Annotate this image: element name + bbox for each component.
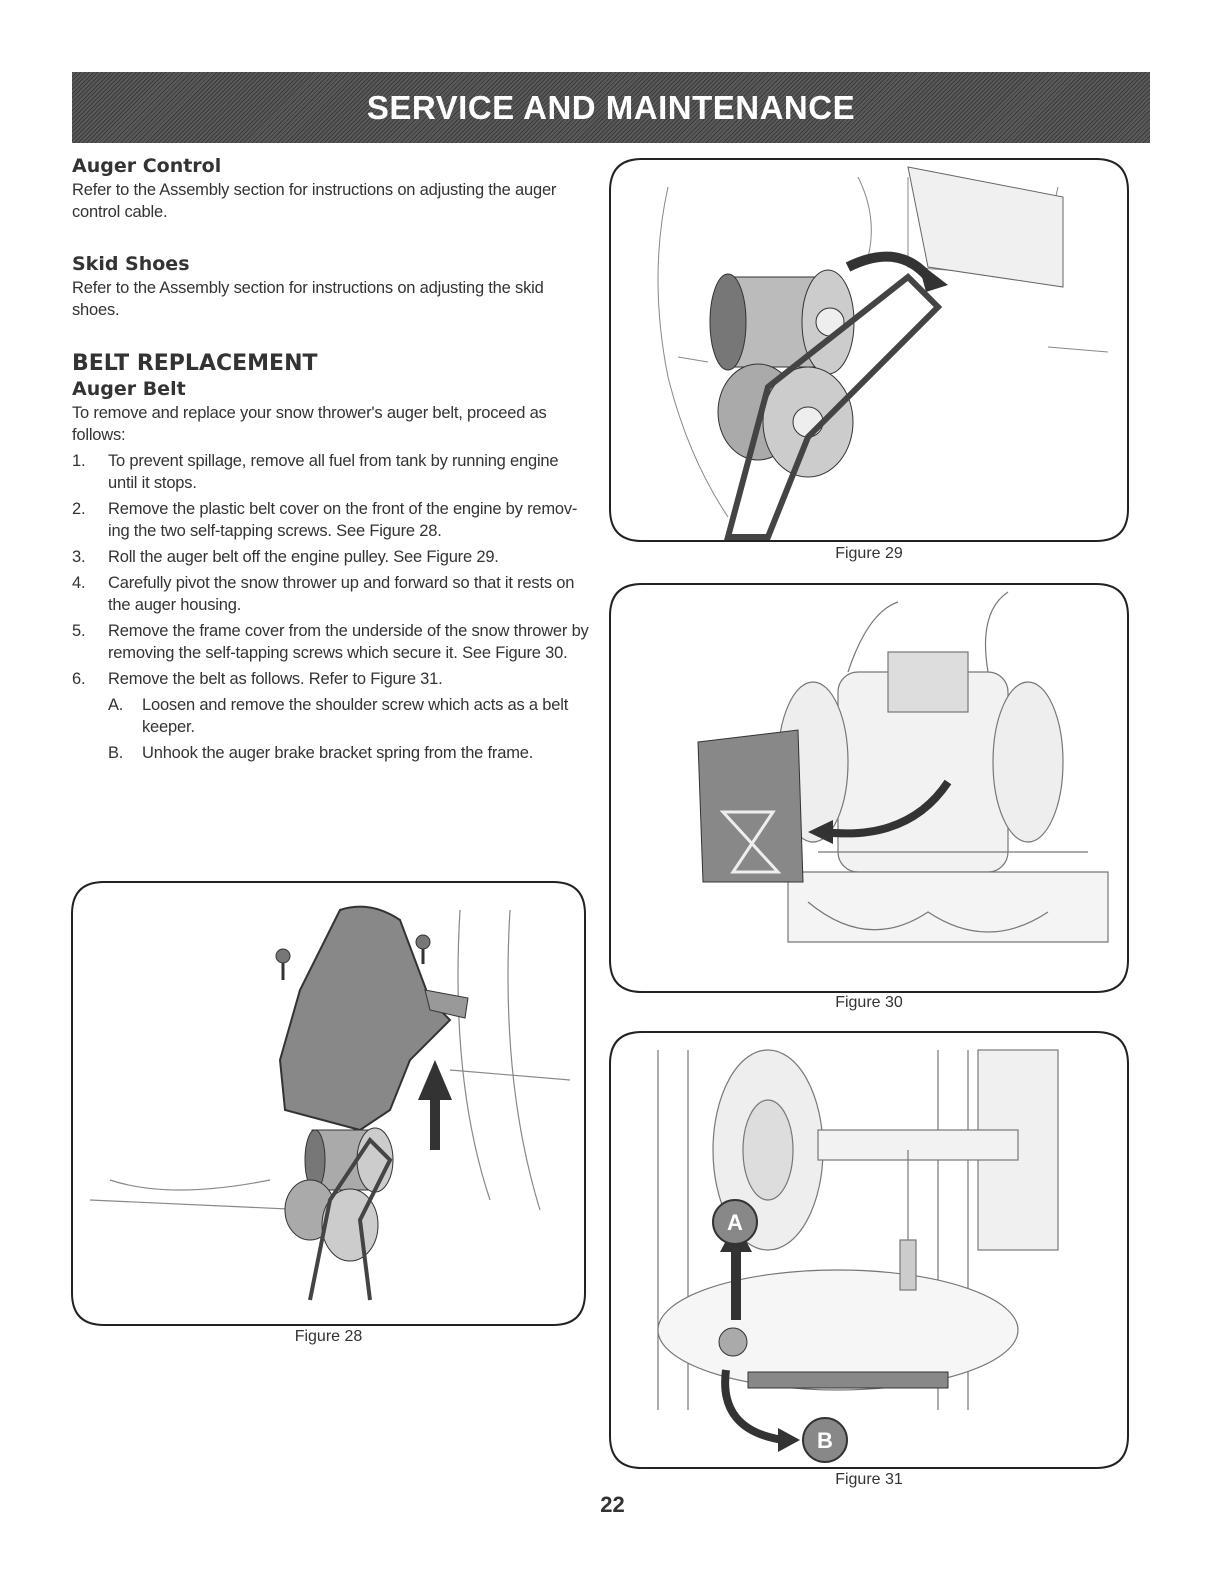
figure-28-caption: Figure 28: [294, 1328, 363, 1345]
figure-30-illustration: [608, 582, 1130, 994]
text-column: [72, 155, 592, 768]
list-item: A. Loosen and remove the shoulder screw which acts as a belt keeper.: [108, 696, 569, 736]
list-item: B. Unhook the auger brake bracket spring from the frame.: [108, 744, 534, 762]
figure-28-illustration: [70, 880, 587, 1327]
list-item: 4. Carefully pivot the snow thrower up and forward so that it rests on the auger housing.: [72, 574, 575, 614]
list-item: 3. Roll the auger belt off the engine pulley. See Figure 29.: [72, 548, 499, 566]
skid-shoes-heading: Skid Shoes: [72, 253, 190, 275]
figure-29: [608, 157, 1130, 562]
figure-29-illustration: [608, 157, 1130, 543]
figure-28: [70, 880, 587, 1345]
list-item: 6. Remove the belt as follows. Refer to Figure 31.: [72, 670, 443, 688]
callout-b-label: B: [817, 1428, 833, 1453]
skid-shoes-text: Refer to the Assembly section for instructions on adjusting the skid shoes.: [72, 279, 544, 319]
list-item: 5. Remove the frame cover from the underside of the snow thrower by removing the self-tapping screws which secure it. See Figure 30.: [72, 622, 589, 662]
callout-a-label: A: [727, 1210, 743, 1235]
auger-belt-intro: To remove and replace your snow thrower's auger belt, proceed as follows:: [72, 404, 547, 444]
auger-belt-heading: Auger Belt: [72, 378, 186, 400]
list-item: 1. To prevent spillage, remove all fuel from tank by running engine until it stops.: [72, 452, 559, 492]
auger-control-text: Refer to the Assembly section for instructions on adjusting the auger control cable.: [72, 181, 557, 221]
belt-steps-list: [72, 450, 592, 764]
figure-30: [608, 582, 1130, 1011]
page-number: 22: [600, 1492, 625, 1517]
belt-replacement-heading: BELT REPLACEMENT: [72, 351, 318, 376]
list-item: 2. Remove the plastic belt cover on the front of the engine by remov-ing the two self-tapping screws. See Figure 28.: [72, 500, 578, 540]
figure-31: [608, 1030, 1130, 1488]
page-title: SERVICE AND MAINTENANCE: [366, 88, 856, 126]
figure-29-caption: Figure 29: [835, 545, 903, 562]
figure-30-caption: Figure 30: [835, 994, 903, 1011]
figure-31-caption: Figure 31: [835, 1471, 903, 1488]
auger-control-heading: Auger Control: [72, 155, 222, 177]
section-banner: [72, 72, 1150, 143]
figure-31-illustration: [608, 1030, 1130, 1470]
